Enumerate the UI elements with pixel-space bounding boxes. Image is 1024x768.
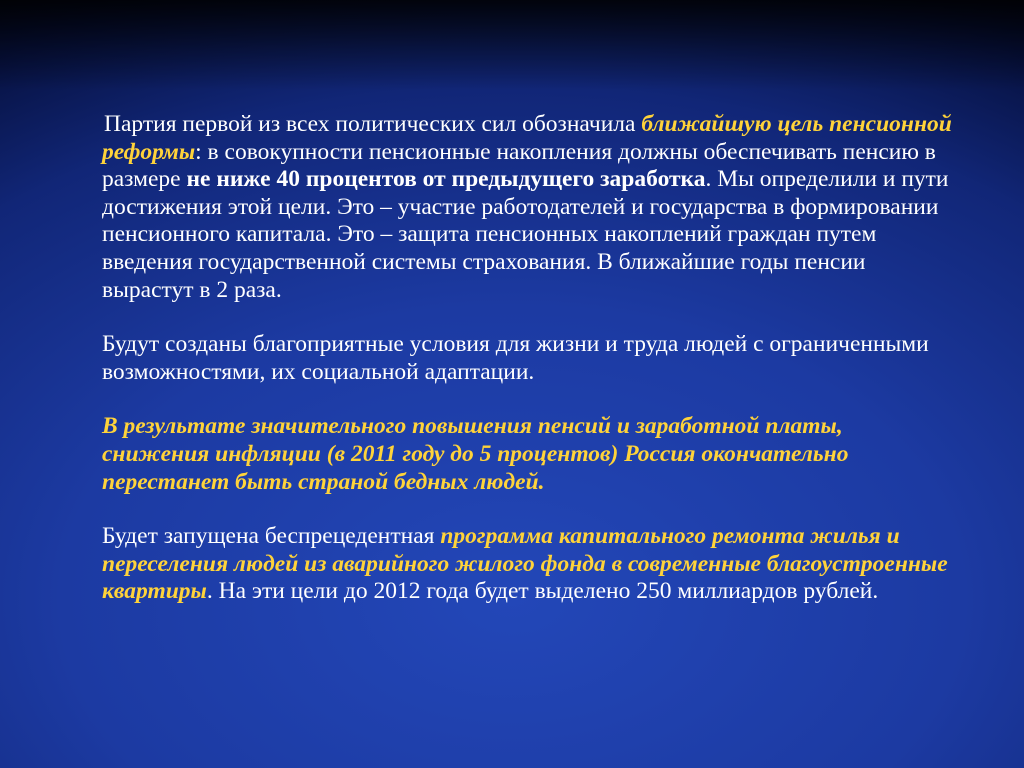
bold-forty-percent: не ниже 40 процентов от предыдущего заработка: [186, 166, 706, 193]
paragraph-text: : в совокупности пенсионные накопления должны обеспечивать пенсию в размере: [102, 138, 936, 193]
slide-text-body: [102, 111, 952, 606]
paragraph-disabled-people: [102, 331, 952, 386]
paragraph-text: Будут созданы благоприятные условия для жизни и труда людей с ограниченными возможностями, их социальной адаптации.: [102, 331, 929, 385]
highlight-poverty-statement: В результате значительного повышения пенсий и заработной платы, снижения инфляции (в 2011 году до 5 процентов) Россия окончательно перестанет быть страной бедных людей.: [102, 413, 849, 495]
paragraph-text: . Мы определили и пути достижения этой цели. Это – участие работодателей и государства в формировании пенсионного капитала. Это – защита пенсионных накоплений граждан путем введения государственной системы страхования. В ближайшие годы пенсии вырастут в 2 раза.: [102, 166, 949, 303]
slide-top-shade: [0, 0, 1024, 90]
paragraph-pension-reform: [102, 111, 952, 304]
paragraph-text: Будет запущена беспрецедентная: [102, 523, 441, 550]
paragraph-poverty: [102, 413, 952, 496]
highlight-housing-program: программа капитального ремонта жилья и переселения людей из аварийного жилого фонда в современные благоустроенные квартиры: [102, 523, 948, 605]
highlight-pension-goal: ближайшую цель пенсионной реформы: [102, 111, 952, 165]
paragraph-text: Партия первой из всех политических сил обозначила: [104, 111, 642, 137]
paragraph-housing-program: [102, 523, 952, 606]
paragraph-text: . На эти цели до 2012 года будет выделено 250 миллиардов рублей.: [206, 578, 879, 605]
